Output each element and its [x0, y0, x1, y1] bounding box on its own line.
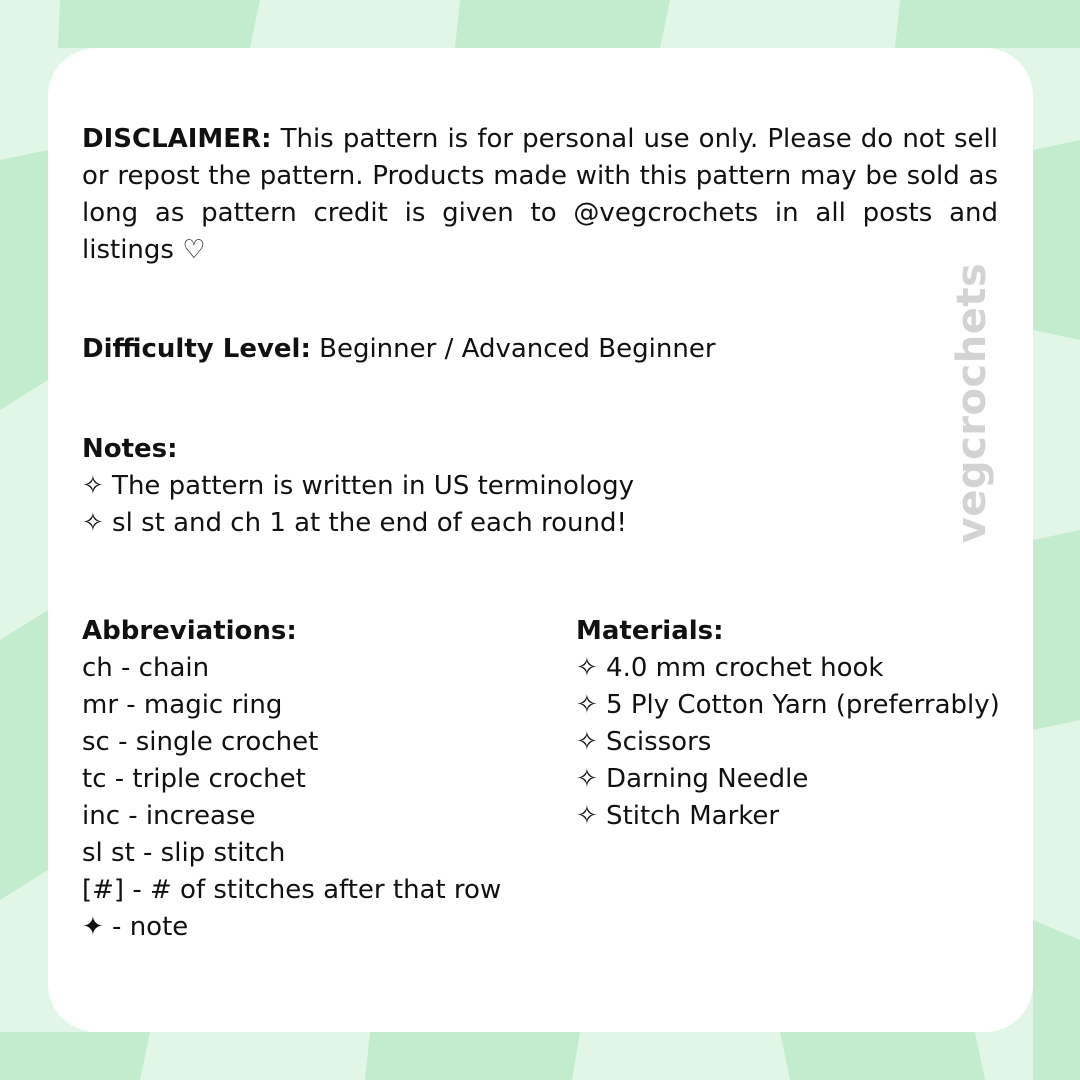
list-item: ✧ Scissors — [576, 724, 1000, 761]
list-item: ch - chain — [82, 653, 210, 683]
list-item: ✧ 5 Ply Cotton Yarn (preferrably) — [576, 687, 1000, 724]
list-item: [#] - # of stitches after that row — [82, 875, 502, 905]
list-item: ✧ Stitch Marker — [576, 798, 1000, 835]
abbreviations-heading: Abbreviations: — [82, 616, 297, 646]
sparkle-outline-icon: ✧ — [576, 801, 598, 831]
list-item: tc - triple crochet — [82, 764, 306, 794]
list-item: mr - magic ring — [82, 690, 283, 720]
materials-list — [576, 650, 1000, 835]
sparkle-outline-icon: ✧ — [576, 764, 598, 794]
sparkle-outline-icon: ✧ — [576, 727, 598, 757]
difficulty-line — [82, 331, 716, 368]
difficulty-label: Difficulty Level: — [82, 334, 311, 364]
notes-heading: Notes: — [82, 434, 178, 464]
abbreviations-list — [82, 650, 501, 946]
vegcrochets-watermark: vegcrochets — [949, 262, 995, 544]
list-item: ✦ - note — [82, 909, 501, 946]
sparkle-outline-icon: ✧ — [576, 690, 598, 720]
difficulty-value: Beginner / Advanced Beginner — [310, 334, 716, 364]
notes-list — [82, 468, 634, 542]
list-item: ✧ sl st and ch 1 at the end of each round! — [82, 505, 634, 542]
list-item: sl st - slip stitch — [82, 838, 286, 868]
disclaimer-paragraph — [82, 121, 998, 269]
sparkle-outline-icon: ✧ — [82, 508, 104, 538]
list-item: inc - increase — [82, 801, 256, 831]
list-item: ✧ Darning Needle — [576, 761, 1000, 798]
sparkle-outline-icon: ✧ — [82, 471, 104, 501]
list-item: sc - single crochet — [82, 727, 319, 757]
disclaimer-text: This pattern is for personal use only. Please do not sell or repost the pattern. Products made with this pattern may be sold as long as pattern credit is given to @vegcrochets in all posts and listings ♡ — [82, 124, 998, 265]
materials-heading: Materials: — [576, 616, 724, 646]
sparkle-filled-icon: ✦ — [82, 912, 104, 942]
list-item: ✧ 4.0 mm crochet hook — [576, 650, 1000, 687]
disclaimer-label: DISCLAIMER: — [82, 124, 272, 154]
list-item: ✧ The pattern is written in US terminology — [82, 468, 634, 505]
sparkle-outline-icon: ✧ — [576, 653, 598, 683]
